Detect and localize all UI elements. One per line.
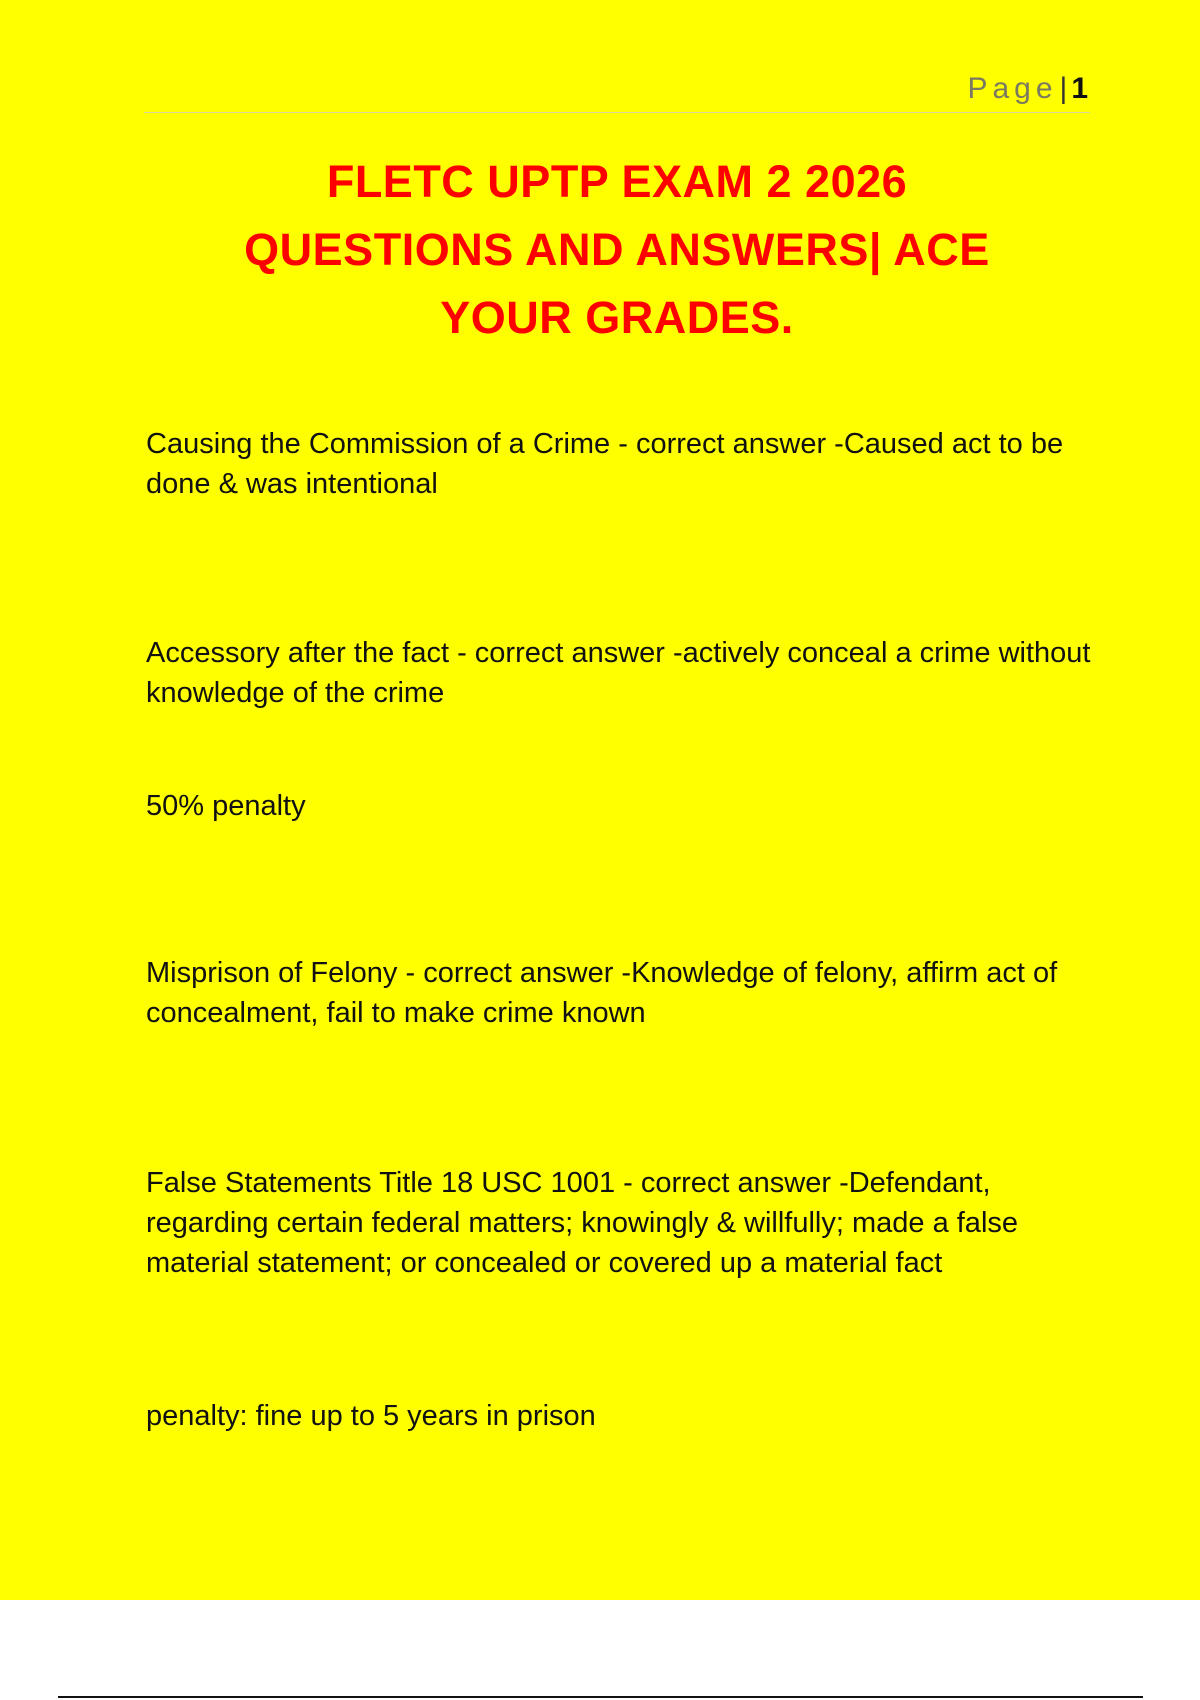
qa-entry-accessory-after-fact: Accessory after the fact - correct answer -actively conceal a crime without knowledge of the crime xyxy=(146,637,1091,709)
title-line-2: QUESTIONS AND ANSWERS| ACE xyxy=(244,224,990,275)
page-separator: | xyxy=(1059,72,1068,105)
title-line-3: YOUR GRADES. xyxy=(440,292,794,343)
penalty-note-accessory: 50% penalty xyxy=(146,790,306,822)
page-number-label xyxy=(967,72,1088,106)
qa-entry-misprision-felony: Misprison of Felony - correct answer -Knowledge of felony, affirm act of concealment, fail to make crime known xyxy=(146,957,1058,1029)
footer-divider xyxy=(58,1696,1143,1698)
page-header xyxy=(144,68,1090,113)
page-word: Page xyxy=(967,72,1058,105)
qa-entry-false-statements: False Statements Title 18 USC 1001 - correct answer -Defendant, regarding certain federal matters; knowingly & willfully; made a false material statement; or concealed or covered up a material fact xyxy=(146,1167,1019,1279)
title-line-1: FLETC UPTP EXAM 2 2026 xyxy=(326,156,908,207)
qa-entry-causing-commission: Causing the Commission of a Crime - correct answer -Caused act to be done & was intentional xyxy=(146,428,1064,500)
page-number: 1 xyxy=(1071,72,1088,105)
penalty-note-false-statements: penalty: fine up to 5 years in prison xyxy=(146,1400,596,1432)
document-title xyxy=(144,148,1090,352)
